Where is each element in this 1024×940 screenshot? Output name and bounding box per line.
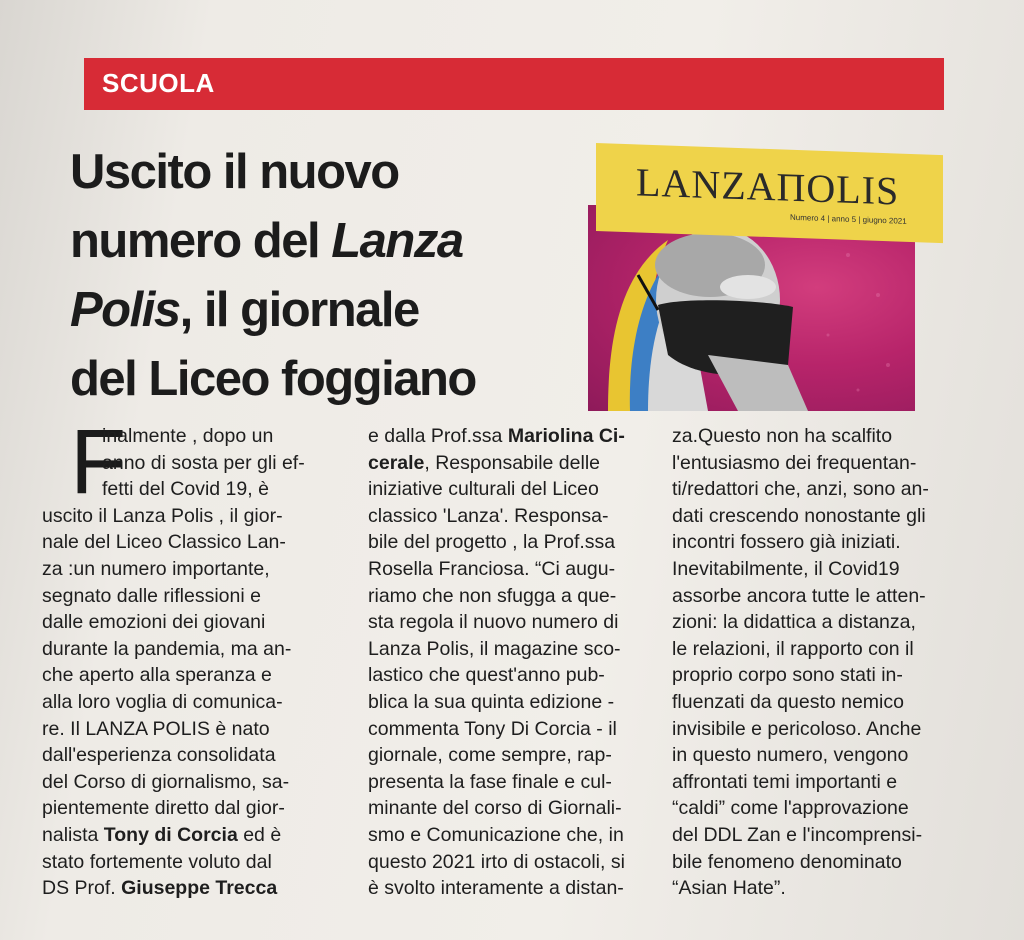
name-giuseppe-trecca: Giuseppe Trecca (121, 877, 278, 900)
text-line: invisibile e pericoloso. Anche (672, 717, 922, 740)
cover-masthead-band (596, 143, 943, 243)
text-line: Rosella Franciosa. “Ci augu- (368, 557, 616, 580)
text-line: incontri fossero già iniziati. (672, 531, 901, 554)
text-line: le relazioni, il rapporto con il (672, 637, 914, 660)
text-line: fetti del Covid 19, è (102, 478, 269, 501)
text-line: lastico che quest'anno pub- (368, 664, 605, 687)
text-line: “Asian Hate”. (672, 877, 786, 900)
text-line: che aperto alla speranza e (42, 664, 272, 687)
text-line: stato fortemente voluto dal (42, 850, 272, 873)
text-line: del Corso di giornalismo, sa- (42, 770, 290, 793)
text-line: presenta la fase finale e cul- (368, 770, 612, 793)
text-line: nalista Tony di Corcia ed è (42, 823, 282, 846)
text-line: re. Il LANZA POLIS è nato (42, 717, 270, 740)
text-line: minante del corso di Giornali- (368, 797, 622, 820)
text-line: alla loro voglia di comunica- (42, 690, 283, 713)
headline-italic-polis: Polis (70, 283, 180, 337)
text-line: ti/redattori che, anzi, sono an- (672, 478, 929, 501)
text-line: durante la pandemia, ma an- (42, 637, 292, 660)
text-line: è svolto interamente a distan- (368, 877, 624, 900)
name-tony-di-corcia: Tony di Corcia (103, 823, 238, 846)
text-line: iniziative culturali del Liceo (368, 478, 599, 501)
text-line: bile del progetto , la Prof.ssa (368, 531, 616, 554)
text-line: questo 2021 irto di ostacoli, si (368, 850, 625, 873)
text-line: classico 'Lanza'. Responsa- (368, 504, 609, 527)
text-line: proprio corpo sono stati in- (672, 664, 903, 687)
text-line: inalmente , dopo un (102, 425, 274, 447)
cover-title: LANZAΠOLIS (636, 159, 900, 214)
text-line: riamo che non sfugga a que- (368, 584, 617, 607)
text-line: l'entusiasmo dei frequentan- (672, 451, 917, 474)
headline-line-2: numero del Lanza (70, 214, 463, 268)
text-line: segnato dalle riflessioni e (42, 584, 261, 607)
text-line: Inevitabilmente, il Covid19 (672, 557, 900, 580)
text-line: assorbe ancora tutte le atten- (672, 584, 926, 607)
section-banner (84, 58, 944, 110)
text-line: “caldi” come l'approvazione (672, 797, 909, 820)
text-line: nale del Liceo Classico Lan- (42, 531, 286, 554)
text-line: affrontati temi importanti e (672, 770, 898, 793)
text-line: in questo numero, vengono (672, 744, 909, 767)
section-label: SCUOLA (102, 68, 215, 98)
text-line: zioni: la didattica a distanza, (672, 611, 916, 634)
drop-cap: F (70, 411, 127, 513)
headline-line-3: Polis, il giornale (70, 283, 419, 337)
text-line: Lanza Polis, il magazine sco- (368, 637, 621, 660)
text-line: dati crescendo nonostante gli (672, 504, 926, 527)
headline-line-4: del Liceo foggiano (70, 352, 476, 406)
text-line: DS Prof. Giuseppe Trecca (42, 877, 278, 900)
text-line: fluenzati da questo nemico (672, 690, 904, 713)
text-line: bile fenomeno denominato (672, 850, 902, 873)
text-line: pientemente diretto dal gior- (42, 797, 285, 820)
article-column-3 (672, 423, 960, 902)
magazine-cover-image (588, 143, 943, 411)
text-line: za :un numero importante, (42, 557, 270, 580)
text-line: uscito il Lanza Polis , il gior- (42, 504, 283, 527)
text-line: cerale, Responsabile delle (368, 451, 601, 474)
text-line: blica la sua quinta edizione - (368, 690, 615, 713)
text-line: anno di sosta per gli ef- (102, 451, 305, 474)
text-line: smo e Comunicazione che, in (368, 823, 624, 846)
text-line: sta regola il nuovo numero di (368, 611, 619, 634)
text-line: dalle emozioni dei giovani (42, 611, 266, 634)
article-column-2 (368, 423, 652, 902)
text-line: commenta Tony Di Corcia - il (368, 717, 617, 740)
text-line: e dalla Prof.ssa Mariolina Ci- (368, 425, 625, 447)
text-line: giornale, come sempre, rap- (368, 744, 612, 767)
name-mariolina-cicerale: Mariolina Ci- (507, 425, 625, 447)
headline-italic-lanza: Lanza (331, 214, 463, 268)
article-column-1 (42, 423, 342, 902)
text-line: za.Questo non ha scalfito (672, 425, 893, 447)
cover-issue-info: Numero 4 | anno 5 | giugno 2021 (790, 212, 907, 226)
text-line: dall'esperienza consolidata (42, 744, 276, 767)
headline (70, 138, 550, 414)
text-line: del DDL Zan e l'incomprensi- (672, 823, 923, 846)
headline-line-1: Uscito il nuovo (70, 145, 399, 199)
